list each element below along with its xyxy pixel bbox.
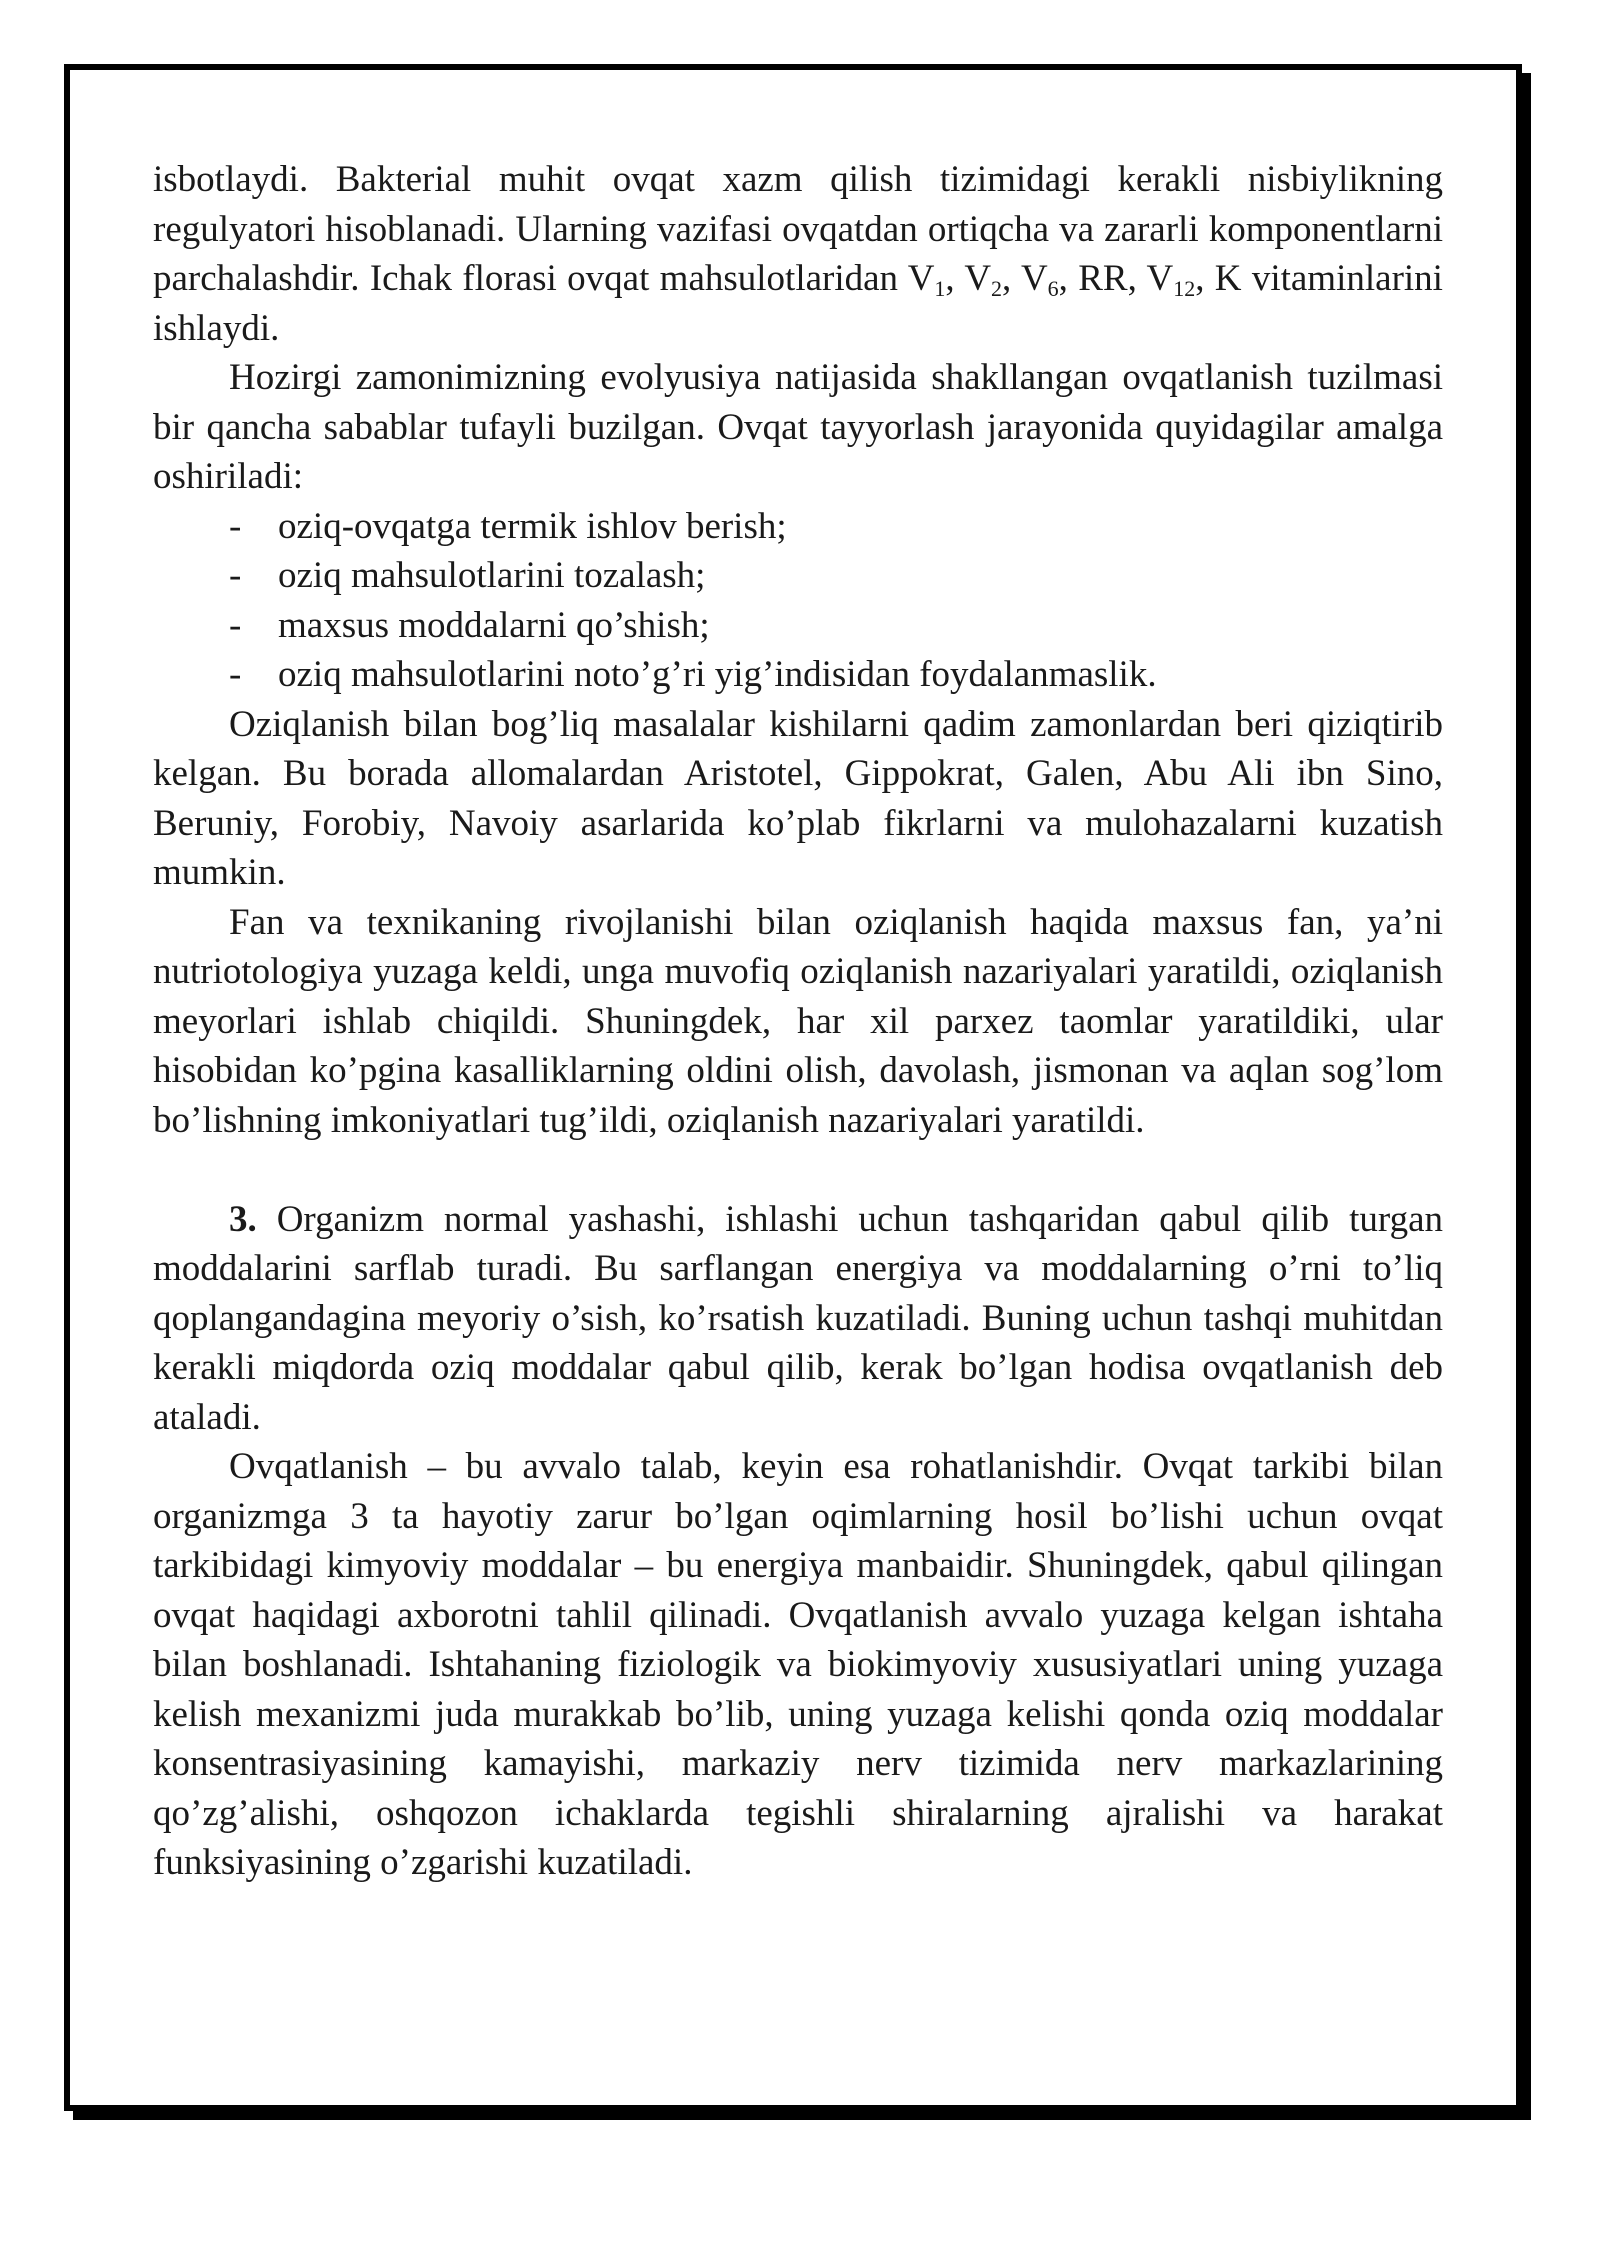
list-item: [153, 502, 1443, 552]
dash-marker: -: [229, 505, 242, 547]
document-body: [153, 155, 1443, 1888]
paragraph-1-text: , K vitaminlarini ishlaydi.: [153, 258, 1443, 349]
paragraph-1-text: , V: [945, 258, 992, 299]
list-item-text: maxsus moddalarni qo’shish;: [278, 604, 710, 646]
subscript-6: 6: [1047, 276, 1059, 301]
paragraph-1: [153, 155, 1443, 353]
subscript-2: 2: [991, 276, 1003, 301]
section-number: 3.: [229, 1198, 257, 1240]
list-item: [153, 551, 1443, 601]
list-item-text: oziq mahsulotlarini noto’g’ri yig’indisidan foydalanmaslik.: [278, 654, 1157, 695]
paragraph-2: Hozirgi zamonimizning evolyusiya natijasida shakllangan ovqatlanish tuzilmasi bir qancha sabablar tufayli buzilgan. Ovqat tayyorlash jarayonida quyidagilar amalga oshiriladi:: [153, 357, 1443, 497]
paragraph-5-text: Organizm normal yashashi, ishlashi uchun tashqaridan qabul qilib turgan moddalarini sarflab turadi. Bu sarflangan energiya va moddalarning o’rni to’liq qoplangandagina meyoriy o’sish, ko’rsatish kuzatiladi. Buning uchun tashqi muhitdan kerakli miqdorda oziq moddalar qabul qilib, kerak bo’lgan hodisa ovqatlanish deb ataladi.: [153, 1198, 1443, 1438]
paragraph-1-text: , RR, V: [1058, 258, 1174, 299]
subscript-12: 12: [1173, 276, 1196, 301]
list-item-text: oziq-ovqatga termik ishlov berish;: [278, 505, 787, 547]
dash-marker: -: [229, 654, 242, 695]
list-item: [153, 650, 1443, 700]
dash-marker: -: [229, 604, 242, 646]
paragraph-4: Fan va texnikaning rivojlanishi bilan oziqlanish haqida maxsus fan, ya’ni nutriotologiya yuzaga keldi, unga muvofiq oziqlanish nazariyalari yaratildi, oziqlanish meyorlari ishlab chiqildi. Shuningdek, har xil parxez taomlar yaratildiki, ular hisobidan ko’pgina kasalliklarning oldini olish, davolash, jismonan va aqlan sog’lom bo’lishning imkoniyatlari tug’ildi, oziqlanish nazariyalari yaratildi.: [153, 901, 1443, 1141]
bullet-list: [153, 502, 1443, 700]
paragraph-1-text: isbotlaydi. Bakterial muhit ovqat xazm qilish tizimidagi kerakli nisbiylikning regulyatori hisoblanadi. Ularning vazifasi ovqatdan ortiqcha va zararli komponentlarni parchalashdir. Ichak florasi ovqat mahsulotlaridan V: [153, 159, 1443, 299]
paragraph-1-text: , V: [1002, 258, 1048, 299]
paragraph-3: Oziqlanish bilan bog’liq masalalar kishilarni qadim zamonlardan beri qiziqtirib kelgan. Bu borada allomalardan Aristotel, Gippokrat, Galen, Abu Ali ibn Sino, Beruniy, Forobiy, Navoiy asarlarida ko’plab fikrlarni va mulohazalarni kuzatish mumkin.: [153, 703, 1443, 893]
blank-line: [153, 1145, 1443, 1195]
dash-marker: -: [229, 555, 242, 596]
list-item: [153, 601, 1443, 651]
paragraph-5: [153, 1195, 1443, 1443]
list-item-text: oziq mahsulotlarini tozalash;: [278, 555, 706, 596]
subscript-1: 1: [934, 276, 946, 301]
paragraph-6: Ovqatlanish – bu avvalo talab, keyin esa rohatlanishdir. Ovqat tarkibi bilan organizmga 3 ta hayotiy zarur bo’lgan oqimlarning hosil bo’lishi uchun ovqat tarkibidagi kimyoviy moddalar – bu energiya manbaidir. Shuningdek, qabul qilingan ovqat haqidagi axborotni tahlil qilinadi. Ovqatlanish avvalo yuzaga kelgan ishtaha bilan boshlanadi. Ishtahaning fiziologik va biokimyoviy xususiyatlari uning yuzaga kelish mexanizmi juda murakkab bo’lib, uning yuzaga kelishi qonda oziq moddalar konsentrasiyasining kamayishi, markaziy nerv tizimida nerv markazlarining qo’zg’alishi, oshqozon ichaklarda tegishli shiralarning ajralishi va harakat funksiyasining o’zgarishi kuzatiladi.: [153, 1446, 1443, 1883]
